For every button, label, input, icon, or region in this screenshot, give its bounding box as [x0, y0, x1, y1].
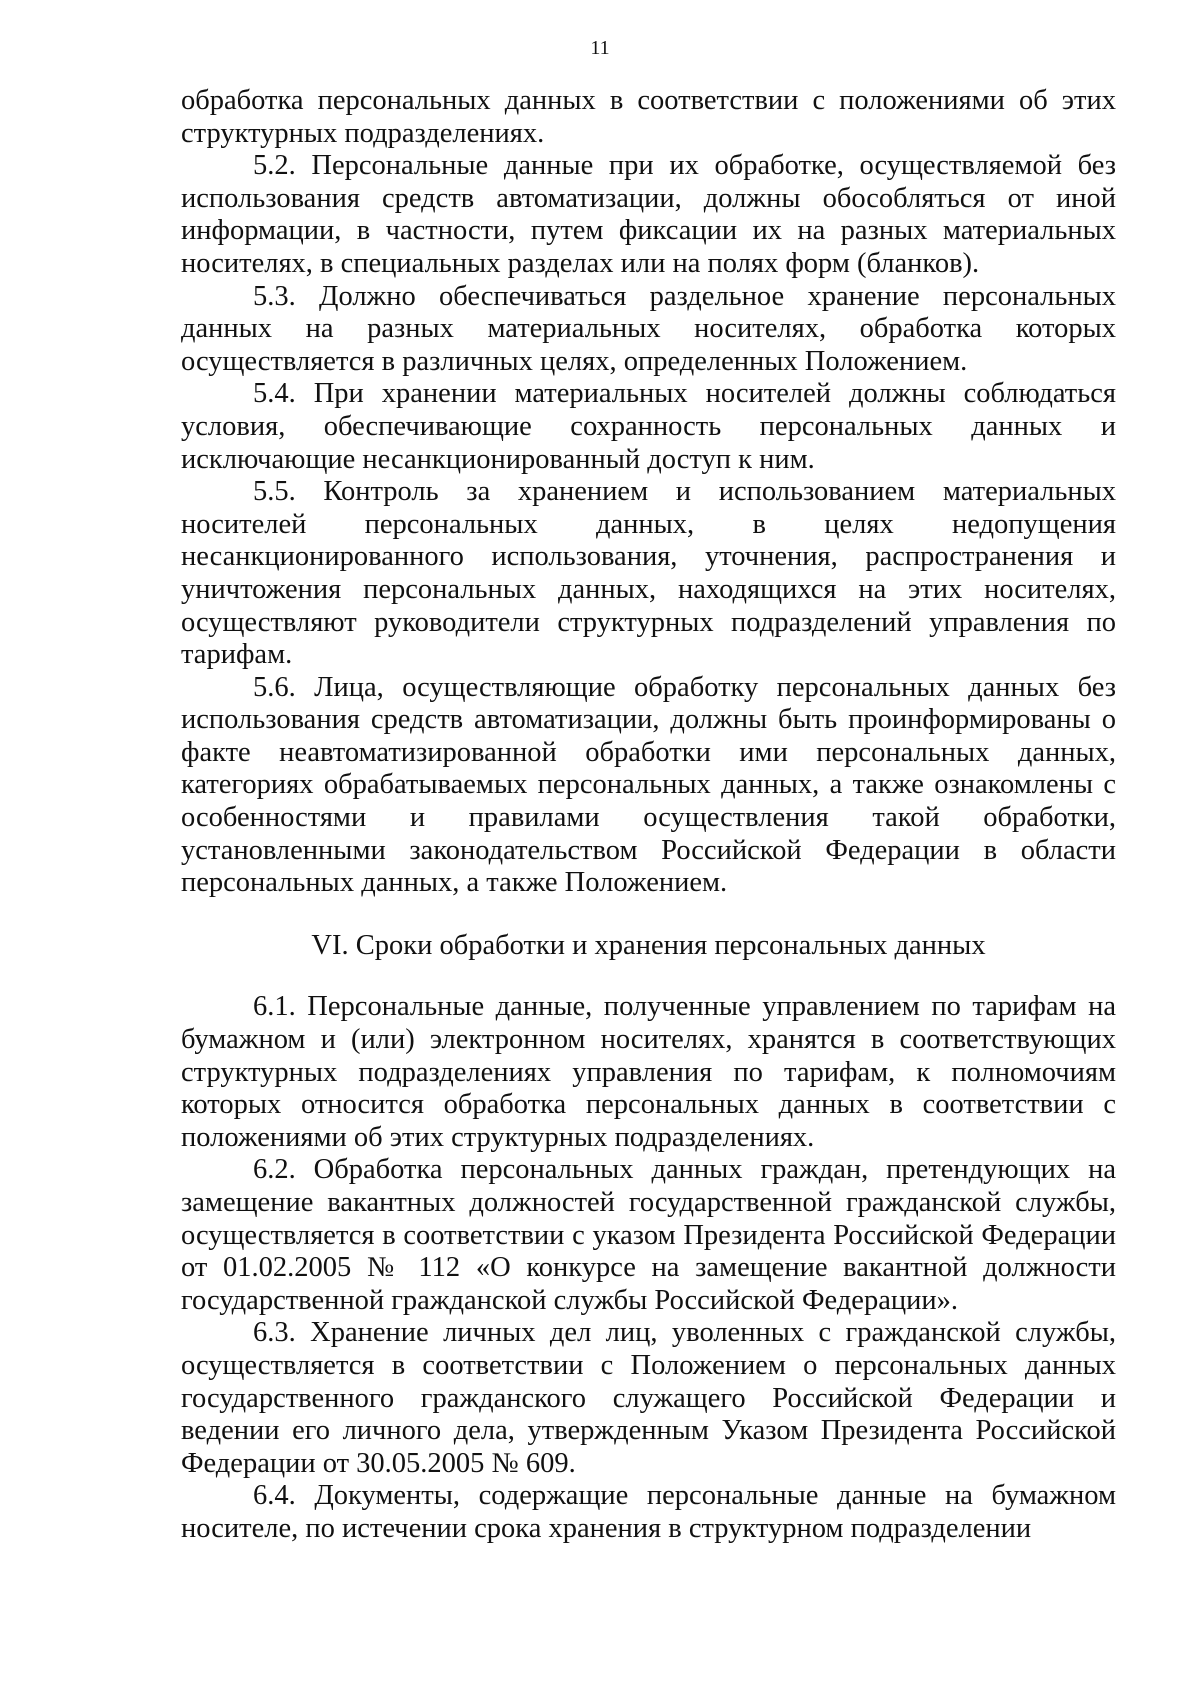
- paragraph-5-3: 5.3. Должно обеспечиваться раздельное хранение персональных данных на разных материальных носителях, обработка которых осуществляется в различных целях, определенных Положением.: [181, 280, 1116, 377]
- paragraph-continuation: обработка персональных данных в соответствии с положениями об этих структурных подразделениях.: [181, 85, 1116, 149]
- page-number: 11: [590, 37, 610, 59]
- section-heading: VI. Сроки обработки и хранения персональных данных: [311, 929, 986, 961]
- paragraph-6-1: 6.1. Персональные данные, полученные управлением по тарифам на бумажном и (или) электронном носителях, хранятся в соответствующих структурных подразделениях управления по тарифам, к полномочиям которых относится обработка персональных данных в соответствии с положениями об этих структурных подразделениях.: [181, 991, 1116, 1153]
- paragraph-5-5: 5.5. Контроль за хранением и использованием материальных носителей персональных данных, в целях недопущения несанкционированного использования, уточнения, распространения и уничтожения персональных данных, находящихся на этих носителях, осуществляют руководители структурных подразделений управления по тарифам.: [181, 476, 1116, 671]
- paragraph-5-2: 5.2. Персональные данные при их обработке, осуществляемой без использования средств автоматизации, должны обособляться от иной информации, в частности, путем фиксации их на разных материальных носителях, в специальных разделах или на полях форм (бланков).: [181, 150, 1116, 279]
- paragraph-6-4: 6.4. Документы, содержащие персональные данные на бумажном носителе, по истечении срока хранения в структурном подразделении: [181, 1480, 1116, 1544]
- paragraph-6-2: 6.2. Обработка персональных данных граждан, претендующих на замещение вакантных должностей государственной гражданской службы, осуществляется в соответствии с указом Президента Российской Федерации от 01.02.2005 № 112 «О конкурсе на замещение вакантной должности государственной гражданской службы Российской Федерации».: [181, 1154, 1116, 1316]
- paragraph-5-4: 5.4. При хранении материальных носителей должны соблюдаться условия, обеспечивающие сохранность персональных данных и исключающие несанкционированный доступ к ним.: [181, 378, 1116, 475]
- paragraph-6-3: 6.3. Хранение личных дел лиц, уволенных с гражданской службы, осуществляется в соответствии с Положением о персональных данных государственного гражданского служащего Российской Федерации и ведении его личного дела, утвержденным Указом Президента Российской Федерации от 30.05.2005 № 609.: [181, 1317, 1116, 1479]
- paragraph-5-6: 5.6. Лица, осуществляющие обработку персональных данных без использования средств автоматизации, должны быть проинформированы о факте неавтоматизированной обработки ими персональных данных, категориях обрабатываемых персональных данных, а также ознакомлены с особенностями и правилами осуществления такой обработки, установленными законодательством Российской Федерации в области персональных данных, а также Положением.: [181, 671, 1116, 899]
- document-body: [181, 85, 1116, 1546]
